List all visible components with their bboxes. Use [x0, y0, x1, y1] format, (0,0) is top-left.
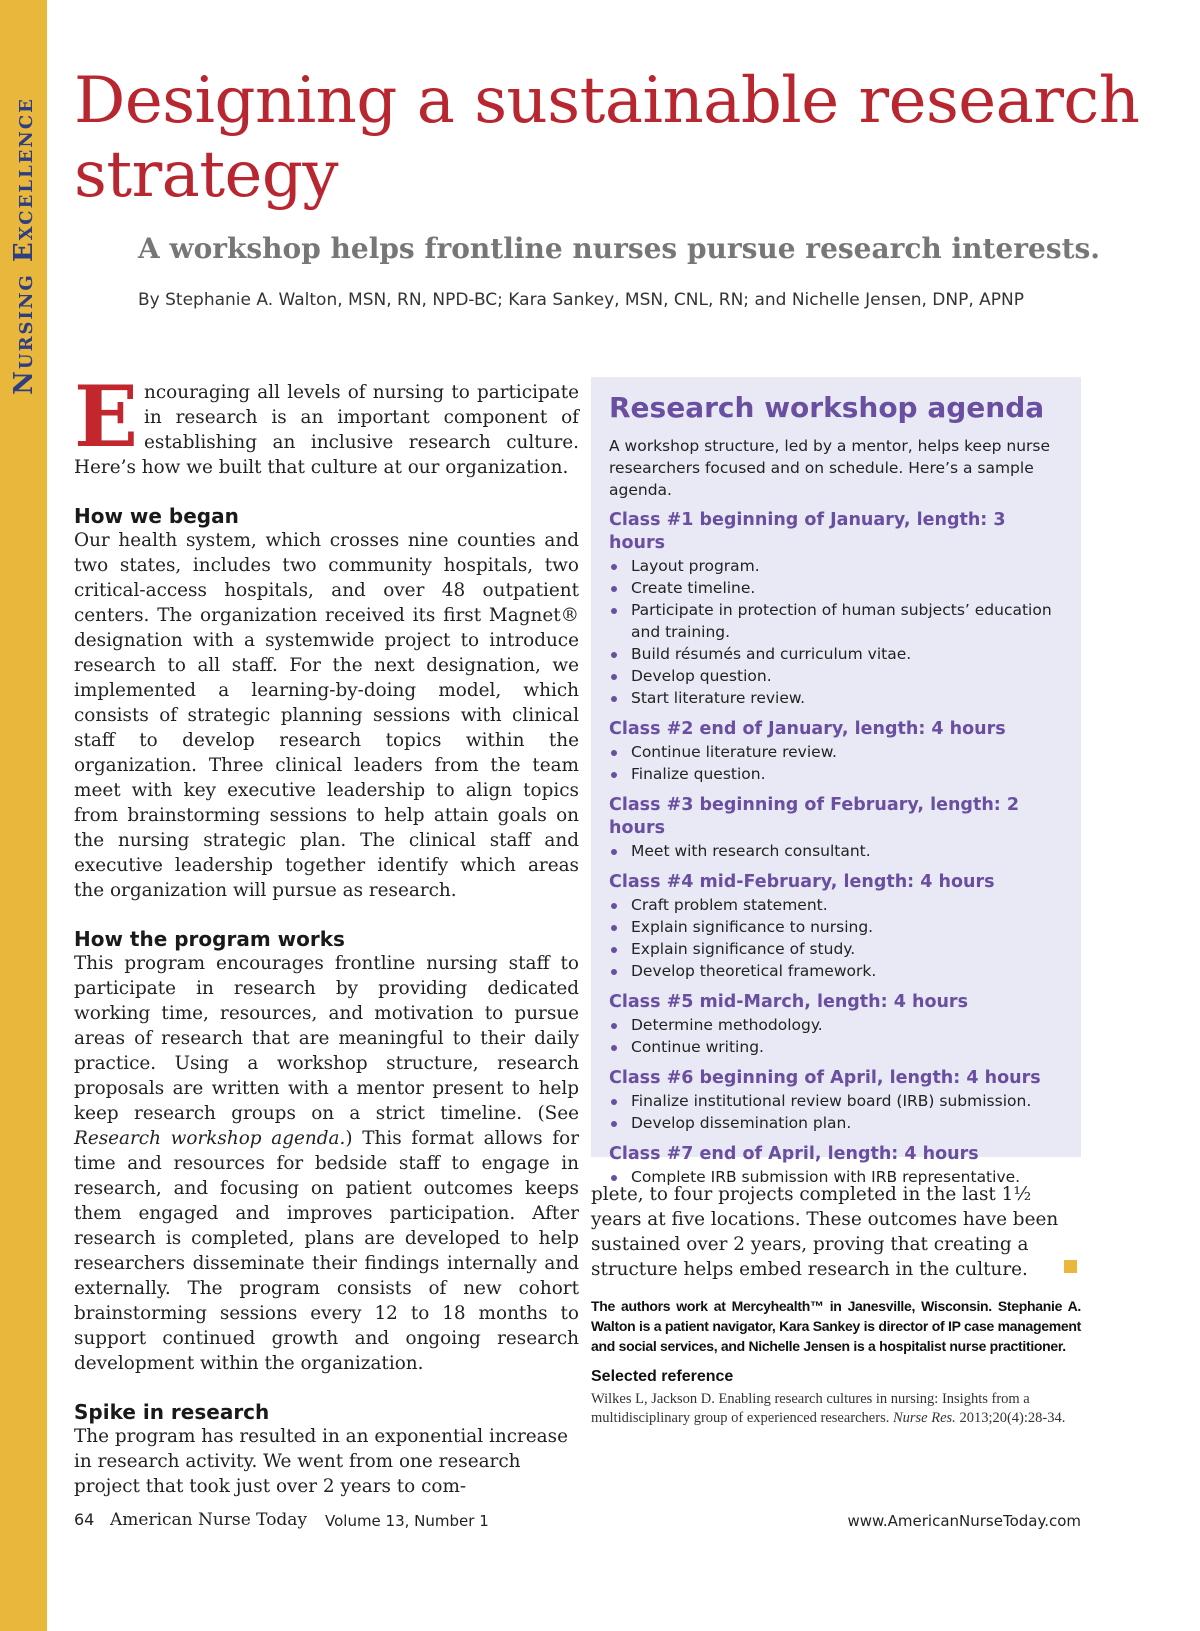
body-text: This program encourages frontline nursing staff to participate in research by providing dedicated working time, resources, and motivation to pursue areas of research that are meaningful to their daily practice. Using a workshop structure, research proposals are written with a mentor present to help keep research groups on a strict timeline. (See — [74, 953, 579, 1124]
agenda-list-item: Build résumés and curriculum vitae. — [609, 643, 1063, 665]
agenda-class-heading: Class #1 beginning of January, length: 3 hours — [609, 510, 1006, 553]
agenda-list-item: Explain significance of study. — [609, 938, 1063, 960]
intro-text: ncouraging all levels of nursing to participate in research is an important component of establishing an inclusive research culture. Here’s how we built that culture at our organization. — [74, 382, 579, 478]
section-how-program-works — [74, 927, 579, 1376]
section-spike-in-research — [74, 1400, 579, 1499]
reference-heading: Selected reference — [591, 1368, 734, 1385]
agenda-class-heading: Class #2 end of January, length: 4 hours — [609, 719, 1006, 739]
citation-text: Wilkes L, Jackson D. Enabling research cultures in nursing: Insights from a multidisciplinary group of experienced researchers. — [591, 1391, 1030, 1426]
continuation-paragraph: plete, to four projects completed in the last 1½ years at five locations. These outcomes have been sustained over 2 years, proving that creating a structure helps embed research in the culture. — [591, 1184, 1059, 1280]
agenda-list-item: Craft problem statement. — [609, 894, 1063, 916]
authors-note: The authors work at Mercyhealth™ in Janesville, Wisconsin. Stephanie A. Walton is a patient navigator, Kara Sankey is director of IP case management and social services, and Nichelle Jensen is a hospitalist nurse practitioner. — [591, 1298, 1081, 1354]
article-title: Designing a sustainable research strategy — [74, 64, 1140, 212]
agenda-reference-link: Research workshop agenda. — [74, 1128, 346, 1149]
section-body: Our health system, which crosses nine counties and two states, includes two community hospitals, two critical-access hospitals, and over 48 outpatient centers. The organization received its first Magnet® designation with a systemwide project to introduce research to all staff. For the next designation, we implemented a learning-by-doing model, which consists of strategic planning sessions with clinical staff to develop research topics within the organization. Three clinical leaders from the team meet with key executive leadership to align topics from brainstorming sessions to help attain goals on the nursing strategic plan. The clinical staff and executive leadership together identify which areas the organization will pursue as research. — [74, 530, 579, 901]
section-heading: Spike in research — [74, 1400, 270, 1424]
agenda-class-heading: Class #7 end of April, length: 4 hours — [609, 1144, 979, 1164]
agenda-list-item: Start literature review. — [609, 687, 1063, 709]
right-column-continuation — [591, 1182, 1076, 1282]
end-of-article-square-icon — [1064, 1260, 1077, 1273]
agenda-class-heading: Class #3 beginning of February, length: 2 hours — [609, 795, 1020, 838]
agenda-class-items — [609, 840, 1063, 862]
agenda-list-item: Create timeline. — [609, 577, 1063, 599]
agenda-list-item: Finalize institutional review board (IRB) submission. — [609, 1090, 1063, 1112]
agenda-class-5 — [609, 991, 1063, 1058]
agenda-class-heading: Class #6 beginning of April, length: 4 hours — [609, 1068, 1041, 1088]
agenda-list-item: Explain significance to nursing. — [609, 916, 1063, 938]
agenda-class-items — [609, 894, 1063, 982]
byline: By Stephanie A. Walton, MSN, RN, NPD-BC; Kara Sankey, MSN, CNL, RN; and Nichelle Jensen, DNP, APNP — [138, 290, 1025, 310]
agenda-list-item: Participate in protection of human subjects’ education and training. — [609, 599, 1063, 643]
body-text: ) This format allows for time and resources for bedside staff to engage in research, and focusing on patient outcomes keeps them engaged and improves participation. After research is completed, plans are developed to help researchers disseminate their findings internally and externally. The program consists of new cohort brainstorming sessions every 12 to 18 months to support continued growth and ongoing research development within the organization. — [74, 1128, 579, 1374]
section-label: Nursing Excellence — [9, 97, 39, 395]
agenda-class-6 — [609, 1067, 1063, 1134]
drop-cap: E — [74, 367, 139, 466]
agenda-intro: A workshop structure, led by a mentor, helps keep nurse researchers focused and on schedule. Here’s a sample agenda. — [609, 437, 1051, 499]
section-body — [74, 951, 579, 1376]
citation-journal: Nurse Res. — [892, 1410, 956, 1426]
agenda-list-item: Meet with research consultant. — [609, 840, 1063, 862]
agenda-sidebar-box — [591, 377, 1081, 1186]
footer-website-link[interactable]: www.AmericanNurseToday.com — [847, 1512, 1081, 1530]
intro-paragraph — [74, 367, 579, 480]
agenda-class-heading: Class #5 mid-March, length: 4 hours — [609, 992, 968, 1012]
agenda-class-2 — [609, 718, 1063, 785]
footer-page-number: 64 — [74, 1510, 95, 1529]
article-subtitle: A workshop helps frontline nurses pursue research interests. — [138, 232, 1101, 265]
agenda-class-heading: Class #4 mid-February, length: 4 hours — [609, 872, 995, 892]
agenda-list-item: Layout program. — [609, 555, 1063, 577]
section-heading: How the program works — [74, 927, 345, 951]
agenda-list-item: Develop dissemination plan. — [609, 1112, 1063, 1134]
agenda-class-3 — [609, 794, 1063, 862]
agenda-list-item: Continue literature review. — [609, 741, 1063, 763]
section-body: The program has resulted in an exponential increase in research activity. We went from one research project that took just over 2 years to com- — [74, 1426, 568, 1497]
citation-text: 2013;20(4):28-34. — [955, 1410, 1066, 1426]
agenda-class-list — [609, 509, 1063, 1188]
agenda-class-items — [609, 741, 1063, 785]
agenda-class-items — [609, 555, 1063, 709]
footer-volume: Volume 13, Number 1 — [325, 1512, 489, 1530]
section-how-we-began — [74, 504, 579, 903]
agenda-list-item: Determine methodology. — [609, 1014, 1063, 1036]
agenda-class-4 — [609, 871, 1063, 982]
agenda-title: Research workshop agenda — [609, 391, 1045, 424]
agenda-list-item: Develop question. — [609, 665, 1063, 687]
agenda-class-items — [609, 1090, 1063, 1134]
agenda-class-items — [609, 1014, 1063, 1058]
agenda-list-item: Complete IRB submission with IRB representative. — [609, 1166, 1063, 1188]
reference-citation — [591, 1390, 1081, 1428]
agenda-list-item: Develop theoretical framework. — [609, 960, 1063, 982]
footer-magazine-name: American Nurse Today — [110, 1510, 308, 1530]
agenda-class-1 — [609, 509, 1063, 709]
left-column — [74, 367, 579, 1523]
agenda-list-item: Continue writing. — [609, 1036, 1063, 1058]
section-heading: How we began — [74, 504, 239, 528]
agenda-list-item: Finalize question. — [609, 763, 1063, 785]
